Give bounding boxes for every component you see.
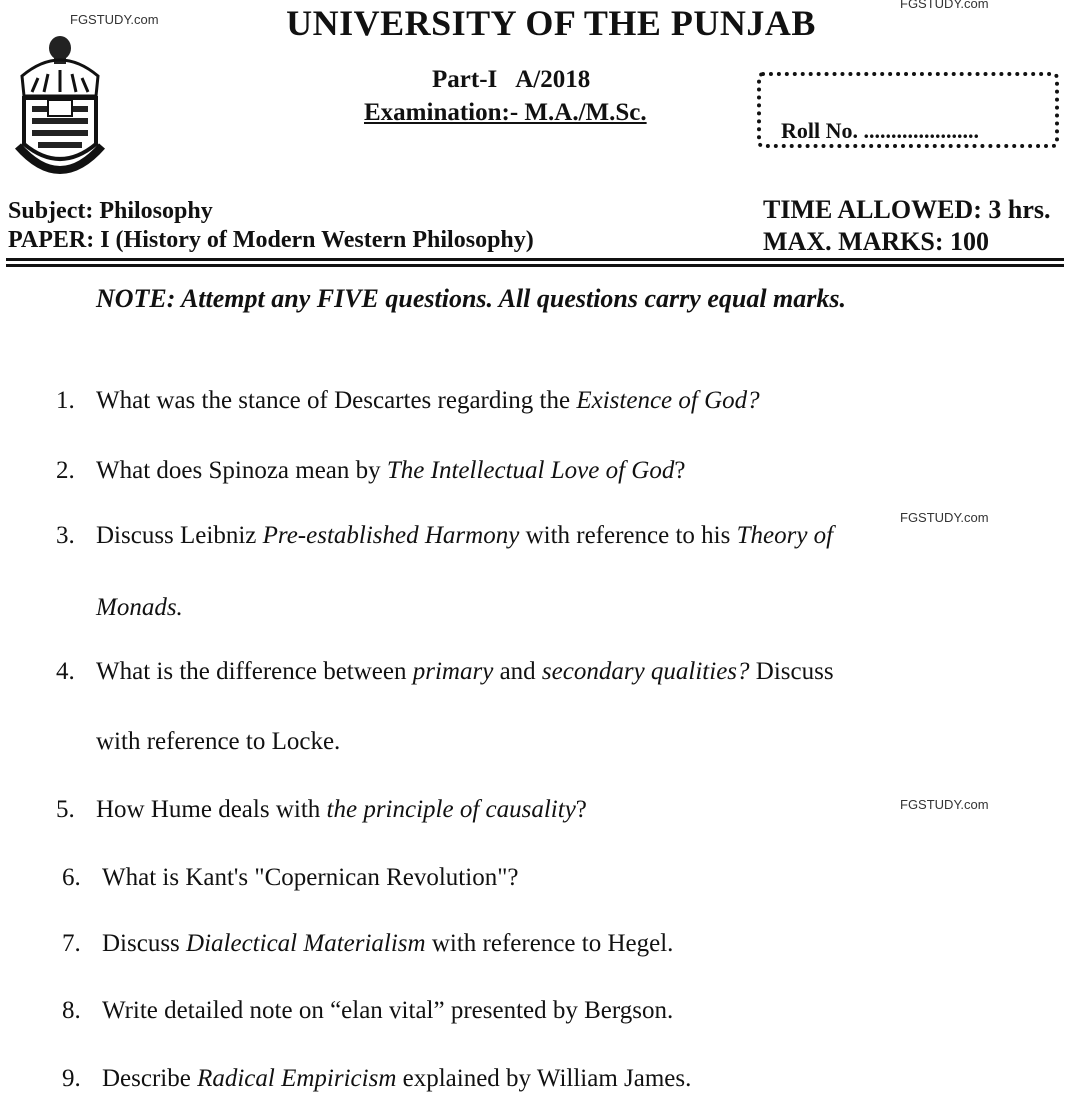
max-marks: MAX. MARKS: 100	[763, 227, 990, 256]
question-9: 9. Describe Radical Empiricism explained by William James.	[62, 1065, 692, 1092]
divider	[6, 264, 1064, 267]
time-allowed: TIME ALLOWED: 3 hrs.	[763, 195, 1051, 224]
question-3: 3. Discuss Leibniz Pre-established Harmony with reference to his Theory of	[56, 522, 834, 549]
subject: Subject: Philosophy	[8, 198, 213, 224]
university-crest-icon	[14, 34, 106, 188]
question-6: 6. What is Kant's "Copernican Revolution"?	[62, 864, 519, 891]
instructions-note: NOTE: Attempt any FIVE questions. All questions carry equal marks.	[96, 284, 847, 313]
divider	[6, 258, 1064, 261]
roll-number-box	[757, 72, 1059, 148]
question-3-continued: Monads.	[96, 594, 183, 621]
question-5: 5. How Hume deals with the principle of causality?	[56, 796, 587, 823]
watermark: FGSTUDY.com	[900, 0, 989, 11]
question-7: 7. Discuss Dialectical Materialism with reference to Hegel.	[62, 930, 674, 957]
roll-number-label: Roll No. .....................	[781, 118, 979, 143]
examination-title: Examination:- M.A./M.Sc.	[364, 99, 647, 126]
question-4-continued: with reference to Locke.	[96, 728, 341, 755]
watermark: FGSTUDY.com	[900, 797, 989, 812]
exam-part: Part-I A/2018	[432, 66, 591, 93]
university-title: UNIVERSITY OF THE PUNJAB	[286, 3, 816, 43]
watermark: FGSTUDY.com	[900, 510, 989, 525]
watermark: FGSTUDY.com	[70, 12, 159, 27]
question-2: 2. What does Spinoza mean by The Intellectual Love of God?	[56, 457, 686, 484]
paper-title: PAPER: I (History of Modern Western Philosophy)	[8, 227, 534, 253]
question-8: 8. Write detailed note on “elan vital” presented by Bergson.	[62, 997, 674, 1024]
question-4: 4. What is the difference between primary and secondary qualities? Discuss	[56, 658, 834, 685]
question-1: 1. What was the stance of Descartes regarding the Existence of God?	[56, 387, 760, 414]
